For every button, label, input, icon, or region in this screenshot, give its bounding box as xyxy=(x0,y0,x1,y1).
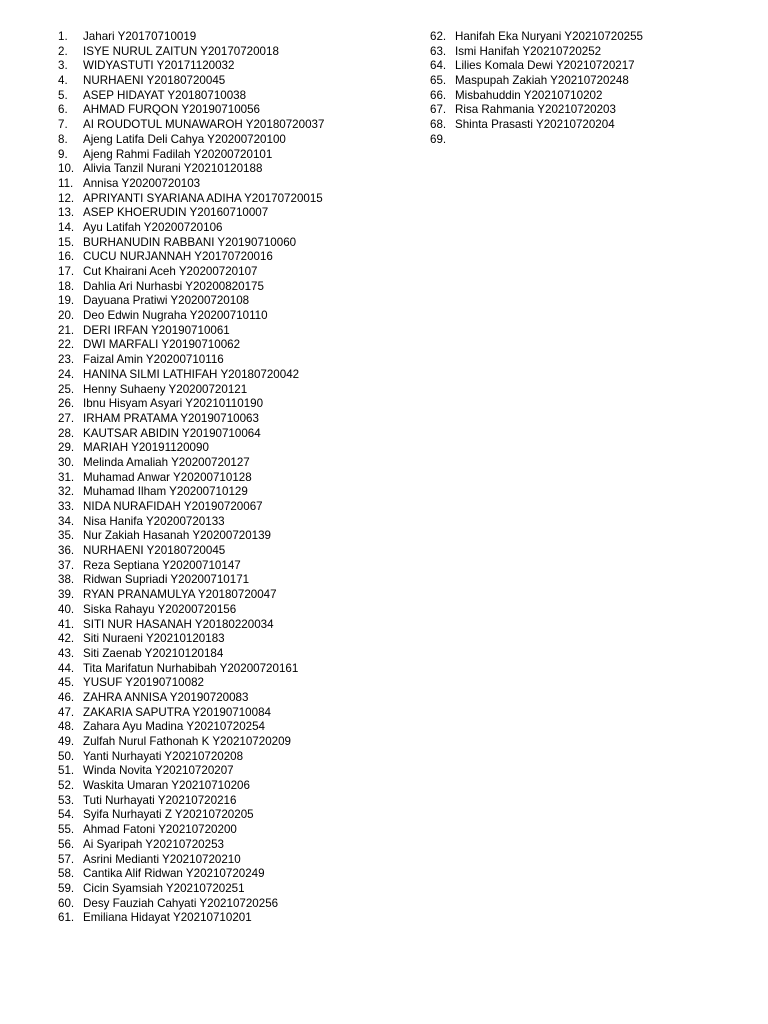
list-item-number: 27. xyxy=(58,411,75,425)
list-item-text: Dahlia Ari Nurhasbi Y20200820175 xyxy=(83,279,264,293)
name-list-right-column xyxy=(430,30,750,148)
list-item xyxy=(58,764,408,779)
list-item-text: NIDA NURAFIDAH Y20190720067 xyxy=(83,500,263,513)
list-item-number: 59. xyxy=(58,881,75,895)
list-item xyxy=(430,103,750,118)
list-item-number: 69. xyxy=(430,132,447,146)
list-item xyxy=(58,823,408,838)
list-item xyxy=(58,882,408,897)
list-item-number: 56. xyxy=(58,837,75,851)
list-item-number: 67. xyxy=(430,103,447,117)
list-item xyxy=(58,559,408,574)
list-item-number: 37. xyxy=(58,558,75,572)
list-item-number: 12. xyxy=(58,191,75,205)
list-item xyxy=(58,544,408,559)
list-item-number: 61. xyxy=(58,911,75,925)
list-item-text: HANINA SILMI LATHIFAH Y20180720042 xyxy=(83,367,300,381)
list-item xyxy=(58,353,408,368)
list-item-number: 13. xyxy=(58,206,75,220)
list-item-text: Annisa Y20200720103 xyxy=(83,176,201,190)
list-item xyxy=(58,280,408,295)
list-item-number: 34. xyxy=(58,514,75,528)
list-item-text: RYAN PRANAMULYA Y20180720047 xyxy=(83,588,277,602)
list-item xyxy=(58,603,408,618)
list-item xyxy=(58,118,408,133)
list-item-text: Yanti Nurhayati Y20210720208 xyxy=(83,749,244,763)
list-item-number: 60. xyxy=(58,896,75,910)
list-item-text: Tita Marifatun Nurhabibah Y20200720161 xyxy=(83,661,299,675)
list-item xyxy=(58,30,408,45)
list-item-number: 4. xyxy=(58,74,68,88)
list-item xyxy=(430,133,750,148)
list-item-number: 1. xyxy=(58,30,68,43)
list-item-text: MARIAH Y20191120090 xyxy=(83,441,209,455)
list-item-number: 66. xyxy=(430,88,447,102)
list-item-text: NURHAENI Y20180720045 xyxy=(83,544,226,558)
list-item-number: 7. xyxy=(58,118,68,132)
list-item xyxy=(58,471,408,486)
list-item-text: Syifa Nurhayati Z Y20210720205 xyxy=(83,808,254,822)
list-item xyxy=(58,177,408,192)
list-item xyxy=(58,588,408,603)
list-item-text: Ai Syaripah Y20210720253 xyxy=(83,837,224,851)
list-item-number: 63. xyxy=(430,44,447,58)
list-item xyxy=(58,148,408,163)
list-item xyxy=(58,162,408,177)
list-item xyxy=(58,192,408,207)
list-item-text: SITI NUR HASANAH Y20180220034 xyxy=(83,617,274,631)
list-item-number: 35. xyxy=(58,529,75,543)
list-item xyxy=(58,808,408,823)
list-item xyxy=(58,89,408,104)
list-item xyxy=(58,206,408,221)
list-item xyxy=(58,706,408,721)
list-item-text: AI ROUDOTUL MUNAWAROH Y20180720037 xyxy=(83,118,325,132)
list-item-number: 14. xyxy=(58,220,75,234)
list-item-text: AHMAD FURQON Y20190710056 xyxy=(83,103,260,117)
list-item xyxy=(58,853,408,868)
list-item xyxy=(58,485,408,500)
list-item xyxy=(58,662,408,677)
list-item xyxy=(430,30,750,45)
list-item xyxy=(58,103,408,118)
list-item-text: KAUTSAR ABIDIN Y20190710064 xyxy=(83,426,261,440)
list-item-number: 2. xyxy=(58,44,68,58)
list-item-text: Waskita Umaran Y20210710206 xyxy=(83,779,250,793)
list-item-number: 15. xyxy=(58,235,75,249)
list-item-text: Ajeng Latifa Deli Cahya Y20200720100 xyxy=(83,132,286,146)
list-item-text: ZAKARIA SAPUTRA Y20190710084 xyxy=(83,705,271,719)
list-item-text: Lilies Komala Dewi Y20210720217 xyxy=(455,59,635,73)
list-item-text: Ahmad Fatoni Y20210720200 xyxy=(83,823,237,837)
list-item xyxy=(58,573,408,588)
list-item-number: 40. xyxy=(58,602,75,616)
list-item-number: 58. xyxy=(58,867,75,881)
list-item-number: 36. xyxy=(58,544,75,558)
list-item-text: Deo Edwin Nugraha Y20200710110 xyxy=(83,309,268,323)
list-item xyxy=(58,397,408,412)
list-item xyxy=(58,691,408,706)
list-item-number: 18. xyxy=(58,279,75,293)
list-item-text: IRHAM PRATAMA Y20190710063 xyxy=(83,411,259,425)
list-item xyxy=(58,265,408,280)
list-item xyxy=(58,236,408,251)
list-item-text: Desy Fauziah Cahyati Y20210720256 xyxy=(83,896,279,910)
list-item xyxy=(58,250,408,265)
list-item-number: 54. xyxy=(58,808,75,822)
list-item xyxy=(58,911,408,926)
list-item-number: 55. xyxy=(58,823,75,837)
list-item-text: Tuti Nurhayati Y20210720216 xyxy=(83,793,237,807)
list-item-text: WIDYASTUTI Y20171120032 xyxy=(83,59,235,73)
list-item-text: Risa Rahmania Y20210720203 xyxy=(455,103,616,117)
list-item xyxy=(58,838,408,853)
list-item-number: 30. xyxy=(58,455,75,469)
list-item xyxy=(58,221,408,236)
list-item-number: 5. xyxy=(58,88,68,102)
list-item xyxy=(58,441,408,456)
list-item-number: 51. xyxy=(58,764,75,778)
list-item-text: Ayu Latifah Y20200720106 xyxy=(83,220,223,234)
list-item-text: Misbahuddin Y20210710202 xyxy=(455,88,603,102)
list-item-number: 49. xyxy=(58,735,75,748)
list-item-number: 33. xyxy=(58,500,75,513)
list-item-number: 9. xyxy=(58,147,68,161)
list-item xyxy=(58,515,408,530)
list-item-number: 43. xyxy=(58,646,75,660)
list-item-text: BURHANUDIN RABBANI Y20190710060 xyxy=(83,235,297,249)
list-item-text: Winda Novita Y20210720207 xyxy=(83,764,234,778)
list-item-number: 11. xyxy=(58,176,74,190)
list-item-text: Siti Zaenab Y20210120184 xyxy=(83,646,224,660)
list-item-number: 10. xyxy=(58,162,75,176)
list-item-number: 39. xyxy=(58,588,75,602)
list-item xyxy=(58,456,408,471)
list-item xyxy=(430,89,750,104)
list-item-text: Cantika Alif Ridwan Y20210720249 xyxy=(83,867,265,881)
list-item-number: 28. xyxy=(58,426,75,440)
list-item-text: NURHAENI Y20180720045 xyxy=(83,74,226,88)
list-item xyxy=(430,45,750,60)
list-item-text: Ridwan Supriadi Y20200710171 xyxy=(83,573,250,587)
list-item-text: Alivia Tanzil Nurani Y20210120188 xyxy=(83,162,263,176)
list-item xyxy=(58,133,408,148)
list-item-text: Cicin Syamsiah Y20210720251 xyxy=(83,881,245,895)
list-item-text: Maspupah Zakiah Y20210720248 xyxy=(455,74,629,88)
list-item xyxy=(58,779,408,794)
list-item-text: Ismi Hanifah Y20210720252 xyxy=(455,44,602,58)
list-item-text: Ibnu Hisyam Asyari Y20210110190 xyxy=(83,397,264,411)
list-item xyxy=(58,676,408,691)
list-item-number: 19. xyxy=(58,294,75,308)
list-item-number: 53. xyxy=(58,793,75,807)
list-item-number: 42. xyxy=(58,632,75,646)
list-item-number: 41. xyxy=(58,617,75,631)
list-item-number: 65. xyxy=(430,74,447,88)
list-item xyxy=(58,59,408,74)
list-item-text: CUCU NURJANNAH Y20170720016 xyxy=(83,250,273,264)
list-item-number: 16. xyxy=(58,250,75,264)
list-item xyxy=(58,427,408,442)
list-item-text: Melinda Amaliah Y20200720127 xyxy=(83,455,250,469)
list-item xyxy=(58,867,408,882)
list-item-number: 64. xyxy=(430,59,447,73)
list-item-text: Cut Khairani Aceh Y20200720107 xyxy=(83,265,258,278)
list-item-number: 48. xyxy=(58,720,75,734)
list-item-number: 38. xyxy=(58,573,75,587)
list-item-number: 47. xyxy=(58,705,75,719)
list-item-text: Muhamad Anwar Y20200710128 xyxy=(83,470,252,484)
list-item-text: Nisa Hanifa Y20200720133 xyxy=(83,514,225,528)
list-item-text: Jahari Y20170710019 xyxy=(83,30,197,43)
list-item xyxy=(58,529,408,544)
list-item-number: 25. xyxy=(58,382,75,396)
list-item-number: 57. xyxy=(58,852,75,866)
list-item xyxy=(58,294,408,309)
list-item-number: 23. xyxy=(58,353,75,367)
list-item-text: Faizal Amin Y20200710116 xyxy=(83,353,224,367)
list-item xyxy=(58,324,408,339)
list-item-text: YUSUF Y20190710082 xyxy=(83,676,204,690)
list-item-number: 26. xyxy=(58,397,75,411)
list-item-text: ASEP KHOERUDIN Y20160710007 xyxy=(83,206,269,220)
list-item xyxy=(58,368,408,383)
list-item-number: 44. xyxy=(58,661,75,675)
list-item-number: 3. xyxy=(58,59,68,73)
list-item-text: DWI MARFALI Y20190710062 xyxy=(83,338,241,352)
list-item xyxy=(58,74,408,89)
list-item-text: ISYE NURUL ZAITUN Y20170720018 xyxy=(83,44,279,58)
list-item-number: 17. xyxy=(58,265,75,278)
list-item xyxy=(58,500,408,515)
list-item xyxy=(430,59,750,74)
list-item-text: Henny Suhaeny Y20200720121 xyxy=(83,382,248,396)
list-item-number: 31. xyxy=(58,470,75,484)
list-item-number: 20. xyxy=(58,309,75,323)
list-item-number: 29. xyxy=(58,441,75,455)
list-item xyxy=(58,309,408,324)
list-item-number: 21. xyxy=(58,323,75,337)
list-item-text: Asrini Medianti Y20210720210 xyxy=(83,852,241,866)
list-item xyxy=(58,412,408,427)
list-item xyxy=(58,632,408,647)
list-item-text: Hanifah Eka Nuryani Y20210720255 xyxy=(455,30,644,43)
list-item-text: DERI IRFAN Y20190710061 xyxy=(83,323,230,337)
list-item-number: 52. xyxy=(58,779,75,793)
list-item-text: Shinta Prasasti Y20210720204 xyxy=(455,118,615,132)
list-item xyxy=(430,118,750,133)
list-item-number: 6. xyxy=(58,103,68,117)
list-item-number: 45. xyxy=(58,676,75,690)
list-item xyxy=(58,647,408,662)
list-item xyxy=(58,750,408,765)
list-item-number: 50. xyxy=(58,749,75,763)
list-item-text: Nur Zakiah Hasanah Y20200720139 xyxy=(83,529,272,543)
list-item xyxy=(58,897,408,912)
list-item-number: 46. xyxy=(58,690,75,704)
list-item xyxy=(58,338,408,353)
list-item xyxy=(58,618,408,633)
list-item-text: Emiliana Hidayat Y20210710201 xyxy=(83,911,252,925)
list-item-text: Siti Nuraeni Y20210120183 xyxy=(83,632,225,646)
name-list-left-column xyxy=(58,30,408,926)
list-item-number: 24. xyxy=(58,367,75,381)
list-item-text: Siska Rahayu Y20200720156 xyxy=(83,602,237,616)
list-item-text: ZAHRA ANNISA Y20190720083 xyxy=(83,690,249,704)
list-item-text: Ajeng Rahmi Fadilah Y20200720101 xyxy=(83,147,273,161)
list-item-text: Zulfah Nurul Fathonah K Y20210720209 xyxy=(83,735,291,748)
list-item-text: Reza Septiana Y20200710147 xyxy=(83,558,241,572)
list-item-text: Dayuana Pratiwi Y20200720108 xyxy=(83,294,250,308)
list-item-text: APRIYANTI SYARIANA ADIHA Y20170720015 xyxy=(83,191,323,205)
list-item-number: 32. xyxy=(58,485,75,499)
list-item xyxy=(58,735,408,750)
list-item-number: 8. xyxy=(58,132,68,146)
list-item-text: Muhamad Ilham Y20200710129 xyxy=(83,485,248,499)
list-item-number: 62. xyxy=(430,30,447,43)
list-item xyxy=(58,45,408,60)
list-item xyxy=(58,794,408,809)
list-item xyxy=(58,720,408,735)
list-item-number: 68. xyxy=(430,118,447,132)
list-item-text: Zahara Ayu Madina Y20210720254 xyxy=(83,720,266,734)
list-item xyxy=(58,383,408,398)
list-item-number: 22. xyxy=(58,338,75,352)
list-item-text: ASEP HIDAYAT Y20180710038 xyxy=(83,88,247,102)
list-item xyxy=(430,74,750,89)
